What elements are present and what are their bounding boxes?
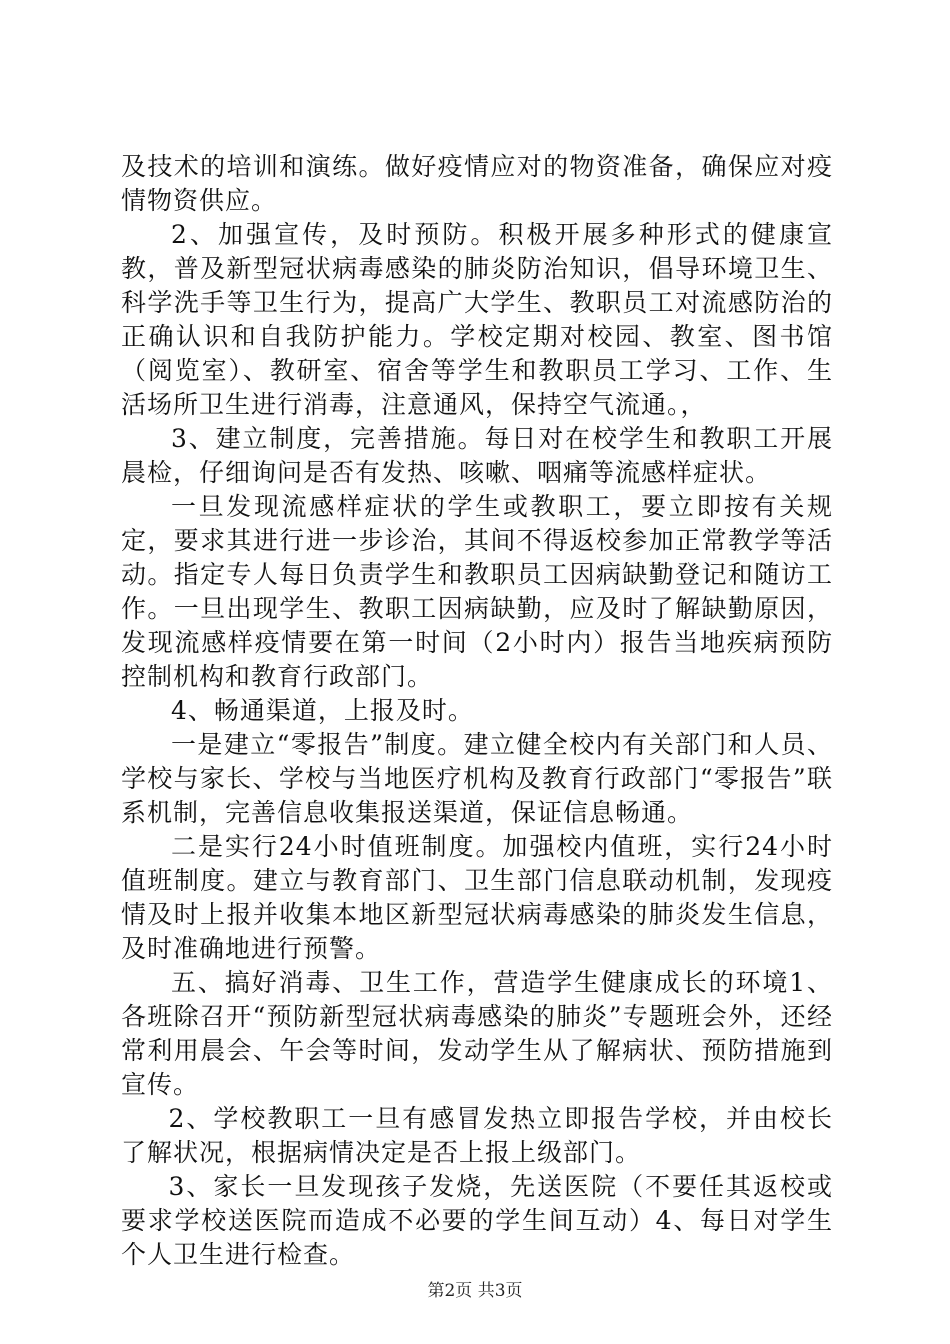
document-body	[121, 150, 833, 1272]
paragraph-duty: 二是实行24小时值班制度。加强校内值班，实行24小时值班制度。建立与教育部门、卫生部门信息联动机制，发现疫情及时上报并收集本地区新型冠状病毒感染的肺炎发生信息，及时准确地进行预警。	[121, 832, 833, 963]
paragraph-symptom-handling: 一旦发现流感样症状的学生或教职工，要立即按有关规定，要求其进行进一步诊治，其间不得返校参加正常教学等活动。指定专人每日负责学生和教职员工因病缺勤登记和随访工作。一旦出现学生、教职工因病缺勤，应及时了解缺勤原因，发现流感样疫情要在第一时间（2小时内）报告当地疾病预防控制机构和教育行政部门。	[121, 492, 833, 691]
paragraph-channels: 4、畅通渠道，上报及时。	[171, 696, 474, 725]
paragraph-staff-report: 2、学校教职工一旦有感冒发热立即报告学校，并由校长了解状况，根据病情决定是否上报上级部门。	[121, 1104, 833, 1167]
paragraph-zero-report: 一是建立“零报告”制度。建立健全校内有关部门和人员、学校与家长、学校与当地医疗机构及教育行政部门“零报告”联系机制，完善信息收集报送渠道，保证信息畅通。	[121, 730, 833, 827]
page-number: 第2页 共3页	[427, 1281, 523, 1301]
paragraph-disinfection: 五、搞好消毒、卫生工作，营造学生健康成长的环境1、各班除召开“预防新型冠状病毒感染的肺炎”专题班会外，还经常利用晨会、午会等时间，发动学生从了解病状、预防措施到宣传。	[121, 968, 833, 1099]
paragraph-publicity: 2、加强宣传，及时预防。积极开展多种形式的健康宣教，普及新型冠状病毒感染的肺炎防治知识，倡导环境卫生、科学洗手等卫生行为，提高广大学生、教职员工对流感防治的正确认识和自我防护能力。学校定期对校园、教室、图书馆（阅览室）、教研室、宿舍等学生和教职员工学习、工作、生活场所卫生进行消毒，注意通风，保持空气流通。，	[121, 220, 833, 419]
paragraph-system: 3、建立制度，完善措施。每日对在校学生和教职工开展晨检，仔细询问是否有发热、咳嗽、咽痛等流感样症状。	[121, 424, 833, 487]
paragraph-parents: 3、家长一旦发现孩子发烧，先送医院（不要任其返校或要求学校送医院而造成不必要的学生间互动）4、每日对学生个人卫生进行检查。	[121, 1172, 833, 1269]
paragraph-continuation: 及技术的培训和演练。做好疫情应对的物资准备，确保应对疫情物资供应。	[121, 152, 833, 215]
